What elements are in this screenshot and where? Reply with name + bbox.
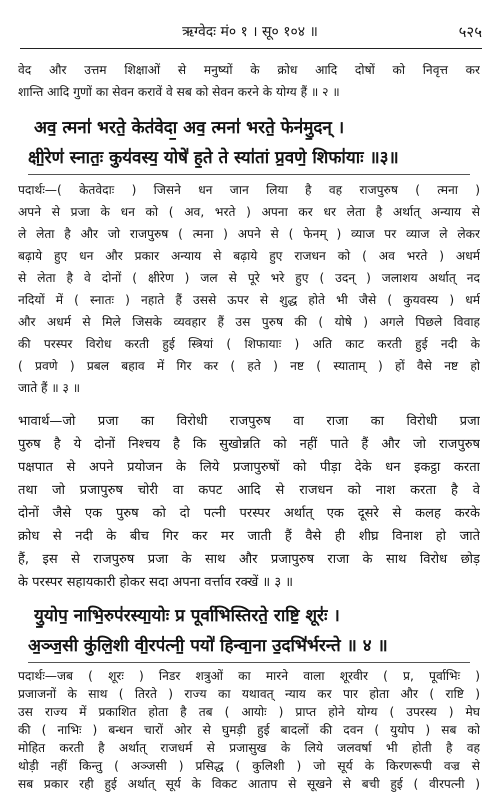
padartha-line: थोड़ी नहीं किन्तु ( अञ्जसी ) प्रसिद्ध ( कुलिशी ) जो सूर्य के किरणरूपी वज्र से <box>18 759 480 773</box>
padartha-line: नदियों में ( स्नातः ) नहाते हैं उससे ऊपर से शुद्ध होते भी जैसे ( कुयवस्य ) धर्म <box>18 293 480 307</box>
padartha-line: पदार्थः—जब ( शूरः ) निडर शत्रुओं का मारने वाला शूरवीर ( प्र, पूर्वाभिः ) <box>18 669 480 683</box>
mantra-line: क्षी॒रेण॑ स्नातः॒ कुय॑वस्य॒ योषे॑ ह॒ते ते स्या॑तां प्र॒वणे॒ शिफा॑याः ॥३॥ <box>28 148 399 168</box>
bhavartha-line: भावार्थ—जो प्रजा का विरोधी राजपुरुष वा राजा का विरोधी प्रजा <box>18 414 480 429</box>
padartha-line: से लेता है वे दोनों ( क्षीरेण ) जल से पूरे भरे हुए ( उदन् ) जलाशय अर्थात् नद <box>18 271 480 285</box>
padartha-line: सब प्रकार रही हुई अर्थात् सूर्य के विकट आताप से सूखने से बची हुई ( वीरपत्नी ) <box>18 777 480 791</box>
mantra-line: यु॒योप॒ नाभि॒रुप॑रस्या॒योः प्र पूर्वा॑भिस्तिरते॒ राष्टि॒ शूरः॑ । <box>34 606 340 626</box>
bhavartha-line: पक्षपात से अपने प्रयोजन के लिये प्रजापुरुषों को पीड़ा देके धन इकट्ठा करता <box>18 460 480 475</box>
bhavartha-line: पुरुष है ये दोनों निश्चय है कि सुखोन्नति को नहीं पाते हैं और जो राजपुरुष <box>18 437 480 452</box>
padartha-line: की परस्पर विरोध करती हुई स्त्रियां ( शिफायाः ) अति काट करती हुई नदी के <box>18 337 480 351</box>
padartha-line: बढ़ाये हुए धन और प्रकार अन्याय से बढ़ाये हुए राजधन को ( अव भरते ) अधर्म <box>18 249 480 263</box>
bhavartha-line: के परस्पर सहायकारी होकर सदा अपना वर्त्ताव रक्खें ॥ ३ ॥ <box>18 575 294 590</box>
mantra-separator <box>28 174 470 175</box>
mantra-separator <box>28 662 470 663</box>
padartha-line: जाते हैं ॥ ३ ॥ <box>18 381 81 395</box>
mantra-line: अ॒ञ्ज॒सी कु॑लि॒शी वी॒रप॑त्नी॒ पयो॑ हिन्वा॒ना उ॒दभि॑र्भरन्ते ॥ ४ ॥ <box>28 636 388 656</box>
padartha-line: उस राज्य में प्रकाशित होता है तब ( आयोः ) प्राप्त होने योग्य ( उपरस्य ) मेघ <box>18 705 480 719</box>
bhavartha-line: दोनों जैसे एक पुरुष को दो पत्नी परस्पर अर्थात् एक दूसरे से कलह करके <box>18 506 480 521</box>
bhavartha-line: तथा जो प्रजापुरुष चोरी वा कपट आदि से राजधन को नाश करता है वे <box>18 483 480 498</box>
padartha-line: और अधर्म से मिले जिसके व्यवहार हैं उस पुरुष की ( योषे ) अगले पिछले विवाह <box>18 315 480 329</box>
mantra-line: अव॒ त्मना॑ भरते॒ केत॑वेदा॒ अव॒ त्मना॑ भरते॒ फेन॑मु॒दन् । <box>34 118 345 138</box>
padartha-line: ले लेता है और जो राजपुरुष ( त्मना ) अपने से ( फेनम् ) व्याज पर व्याज ले लेकर <box>18 227 480 241</box>
padartha-line: पदार्थः—( केतवेदाः ) जिसने धन जान लिया है वह राजपुरुष ( त्मना ) <box>18 183 480 197</box>
padartha-line: ( प्रवणे ) प्रबल बहाव में गिर कर ( हते ) नष्ट ( स्याताम् ) हों वैसे नष्ट हो <box>18 359 480 373</box>
bhavartha-line: हैं, इस से राजपुरुष प्रजा के साथ और प्रजापुरुष राजा के साथ विरोध छोड़ <box>18 552 480 567</box>
padartha-line: अपने से प्रजा के धन को ( अव, भरते ) अपना कर धर लेता है अर्थात् अन्याय से <box>18 205 480 219</box>
padartha-line: प्रजाजनों के साथ ( तिरते ) राज्य का यथावत् न्याय कर पार होता और ( राष्टि ) <box>18 687 480 701</box>
header-rule <box>20 48 482 49</box>
page-header <box>0 22 498 44</box>
intro-line: शान्ति आदि गुणों का सेवन करावें वे सब को सेवन करने के योग्य हैं ॥ २ ॥ <box>18 85 340 99</box>
page-number: ५२५ <box>458 23 482 41</box>
padartha-line: की ( नाभिः ) बन्धन चारों ओर से घुमड़ी हुई बादलों की दवन ( युयोप ) सब को <box>18 723 480 737</box>
bhavartha-line: क्रोध से नदी के बीच गिर कर मर जाती हैं वैसे ही शीघ्र विनाश हो जाते <box>18 529 480 544</box>
padartha-line: मोहित करती है अर्थात् राजधर्म से प्रजासुख के लिये जलवर्षा भी होती है वह <box>18 741 480 755</box>
running-title: ऋग्वेदः मं० १ । सू० १०४ ॥ <box>182 24 318 40</box>
intro-line: वेद और उत्तम शिक्षाओं से मनुष्यों के क्रोध आदि दोषों को निवृत्त कर <box>18 63 480 77</box>
